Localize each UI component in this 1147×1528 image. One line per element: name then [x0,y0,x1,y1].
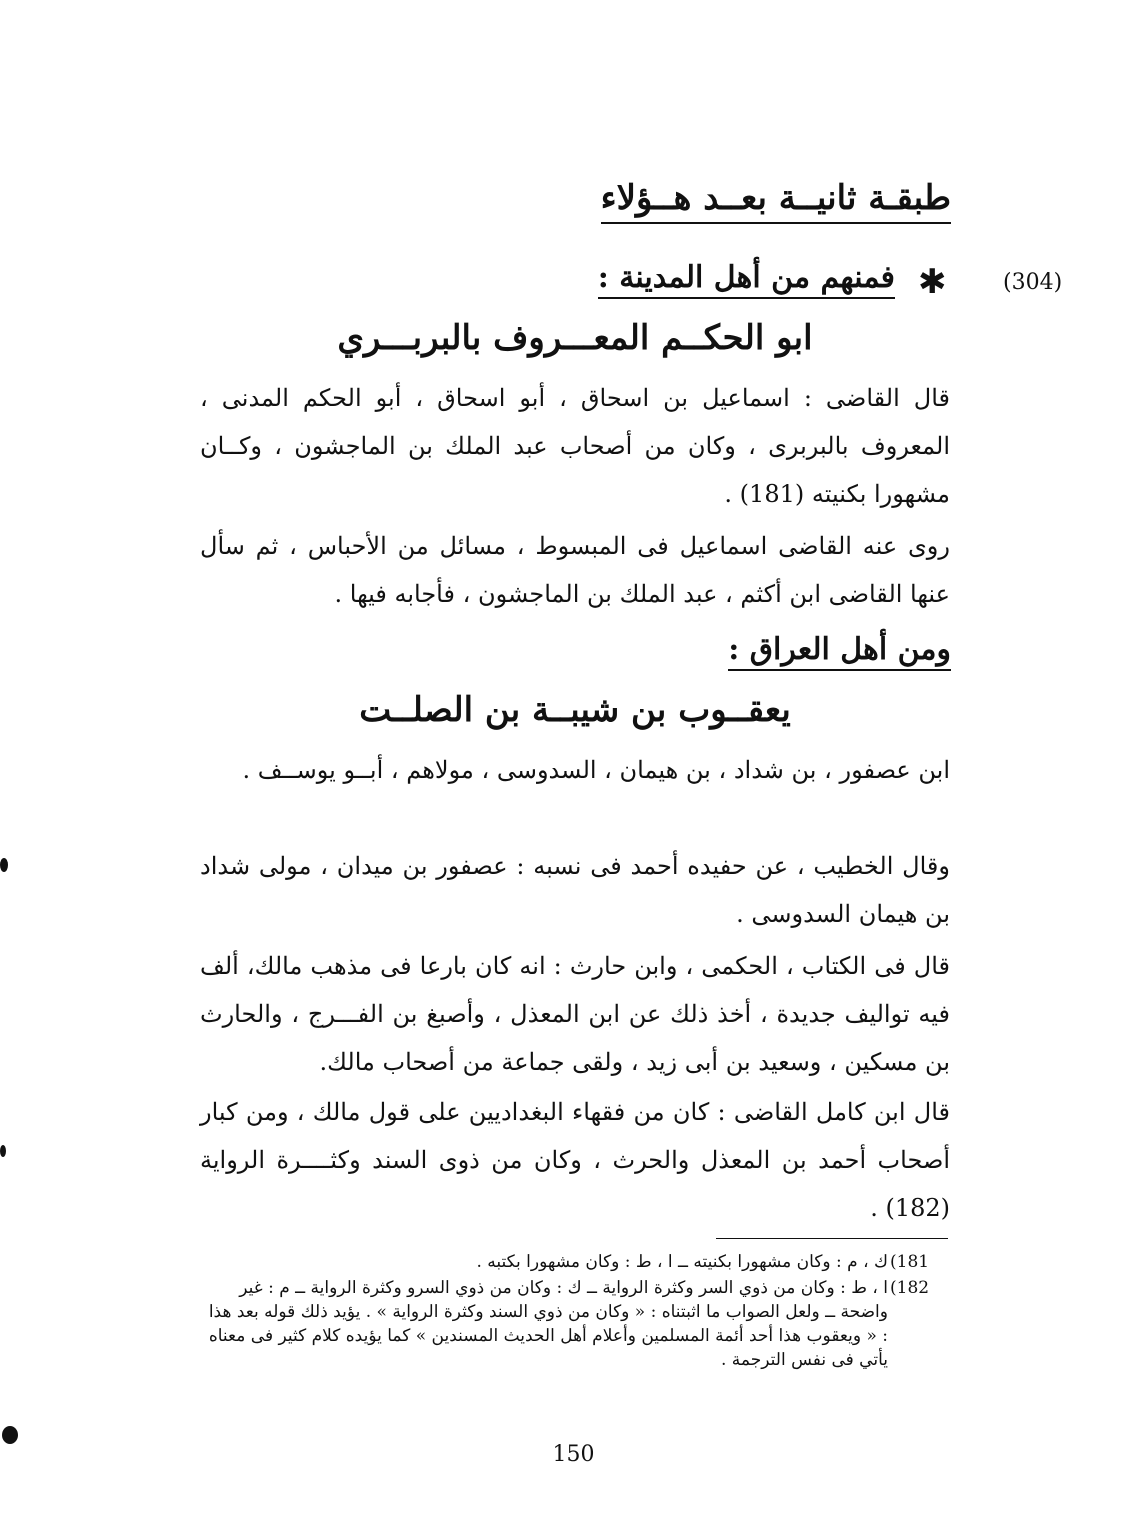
footnote-182 [200,1276,950,1372]
paragraph-2: روى عنه القاضى اسماعيل فى المبسوط ، مسائل من الأحباس ، ثم سأل عنها القاضى ابن أكثم ، عبد الملك بن الماجشون ، فأجابه فيها . [200,532,950,608]
paragraph-1: قال القاضى : اسماعيل بن اسحاق ، أبو اسحاق ، أبو الحكم المدنى ، المعروف بالبربرى ، وكان من أصحاب عبد الملك بن الماجشون ، وكــان مشهورا بكنيته (181) . [200,384,950,508]
footnote-number: (181 [890,1252,930,1272]
footnote-181 [200,1250,950,1274]
footnote-number: (182 [890,1278,930,1298]
scan-mark [0,1145,6,1157]
footnote-text: ا ، ط : وكان من ذوي السر وكثرة الرواية ــ ك : وكان من ذوي السرو وكثرة الرواية ــ م : غير واضحة ــ ولعل الصواب ما اثبتناه : « وكان من ذوي السند وكثرة الرواية » . يؤيد ذلك قوله بعد هذا : « ويعقوب هذا أحد أئمة المسلمين وأعلام أهل الحديث المسندين » كما يؤيده كلام كثير فى معناه يأتي فى نفس الترجمة . [208,1278,888,1370]
footnote-divider [716,1238,948,1239]
scan-mark [2,1426,18,1444]
paragraph-3: ابن عصفور ، بن شداد ، بن هيمان ، السدوسى ، مولاهم ، أبــو يوســف . [242,756,950,784]
section-title: طبقـة ثانيــة بعــد هــؤلاء [601,178,951,224]
asterisk-icon: ✱ [918,262,947,302]
paragraph-5: قال فى الكتاب ، الحكمى ، وابن حارث : انه كان بارعا فى مذهب مالك، ألف فيه تواليف جديدة ، أخذ ذلك عن ابن المعذل ، وأصبغ بن الفـــرج ، والحارث بن مسكين ، وسعيد بن أبى زيد ، ولقى جماعة من أصحاب مالك. [200,952,950,1076]
page-number: 150 [552,1442,595,1467]
paragraph-4: وقال الخطيب ، عن حفيده أحمد فى نسبه : عصفور بن ميدان ، مولى شداد بن هيمان السدوسى . [200,852,950,928]
entry-number: (304) [1003,270,1063,295]
scan-mark [0,858,8,872]
biography-name-1: ابو الحكــم المعـــروف بالبربـــري [337,318,813,358]
biography-name-2: يعقــوب بن شيبــة بن الصلــت [359,690,791,730]
heading-iraq: ومن أهل العراق : [728,632,951,671]
heading-medina: فمنهم من أهل المدينة : [598,260,895,299]
paragraph-6: قال ابن كامل القاضى : كان من فقهاء البغداديين على قول مالك ، ومن كبار أصحاب أحمد بن المعذل والحرث ، وكان من ذوى السند وكثــــرة الرواية (182) . [200,1098,950,1222]
footnote-text: ك ، م : وكان مشهورا بكنيته ــ ا ، ط : وكان مشهورا بكتبه . [476,1252,888,1272]
